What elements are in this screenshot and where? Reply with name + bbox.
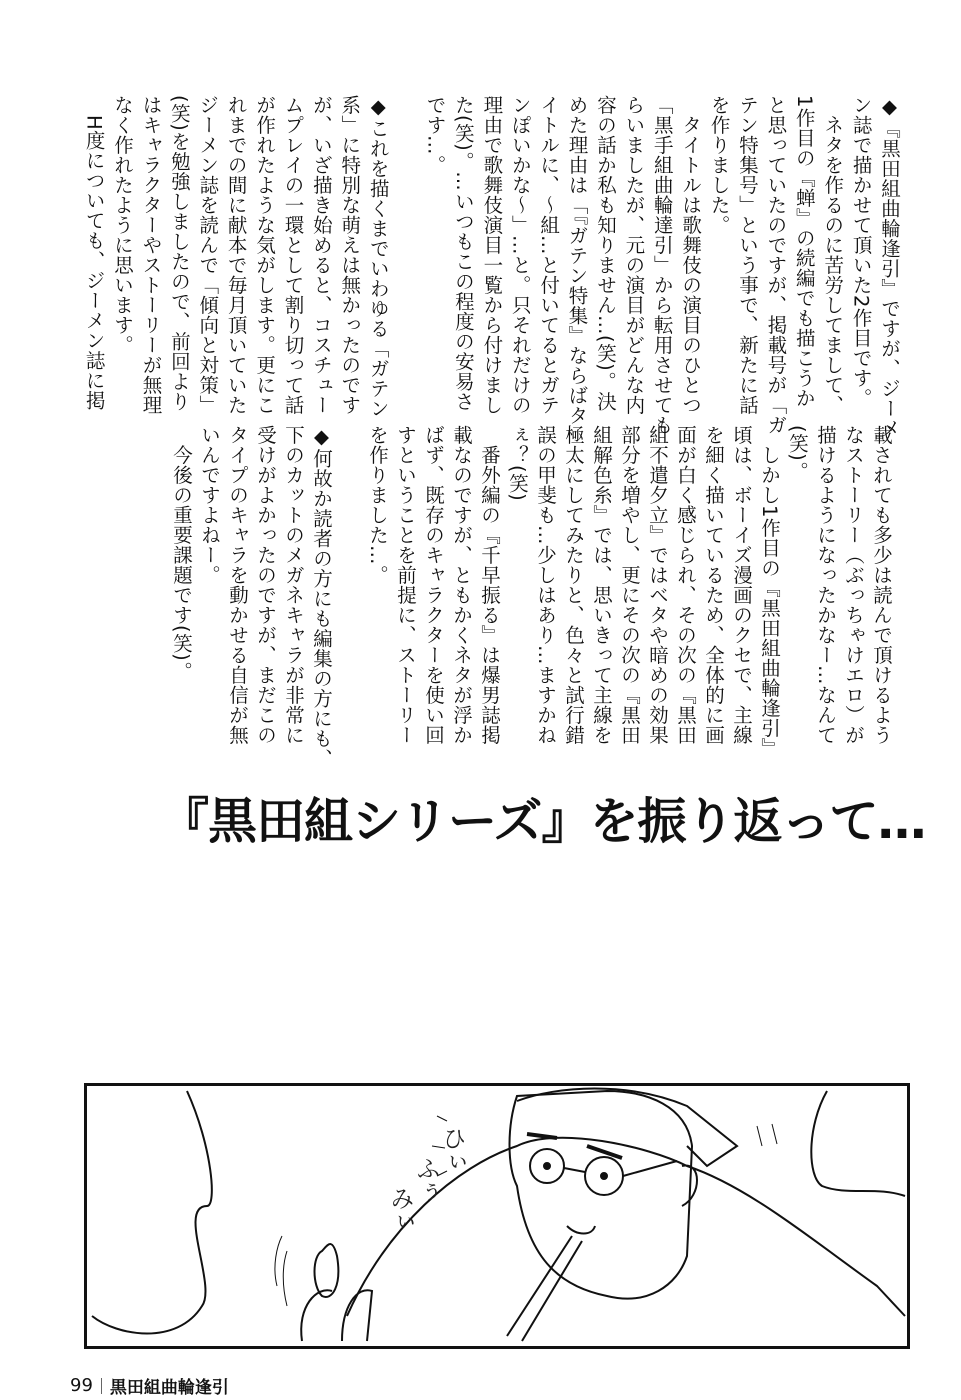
glasses-man-drawing bbox=[87, 1086, 907, 1346]
text-column: が作れたような気がします。更にこ bbox=[253, 95, 277, 415]
text-column: いんですよねー。 bbox=[198, 425, 221, 585]
text-column: を作りました。 bbox=[707, 95, 731, 235]
text-column: ばず、既存のキャラクターを使い回 bbox=[422, 425, 445, 745]
page-number: 99 bbox=[70, 1375, 93, 1396]
text-column: しかし1作目の『黒田組曲輪逢引』 bbox=[758, 425, 781, 758]
text-column: です…。 bbox=[423, 95, 447, 175]
text-column: (笑)を勉強しましたので、前回より bbox=[167, 95, 191, 412]
text-column: 載なのですが、ともかくネタが浮か bbox=[450, 425, 473, 745]
sfx-line: ひぃ bbox=[438, 1126, 466, 1174]
text-column: 載されても多少は読んで頂けるよう bbox=[870, 425, 893, 745]
text-column: はキャラクターやストーリーが無理 bbox=[139, 95, 163, 415]
text-column: 面が白く感じられ、その次の『黒田 bbox=[674, 425, 697, 745]
text-column: 組解色糸』では、思いきって主線を bbox=[590, 425, 613, 745]
text-column: 受けがよかったのですが、まだこの bbox=[254, 425, 277, 745]
manga-panel-illustration bbox=[84, 1083, 910, 1349]
page-footer bbox=[70, 1373, 229, 1398]
text-column: 頃は、ボーイズ漫画のクセで、主線 bbox=[730, 425, 753, 745]
essay-top-block bbox=[79, 95, 903, 439]
text-column: ンぽいかな～」…と。只それだけの bbox=[508, 95, 532, 415]
text-column: ぇ？(笑) bbox=[506, 425, 529, 502]
section-title: 『黒田組シリーズ』を振り返って… bbox=[160, 793, 926, 850]
text-column: 誤の甲斐も…少しはあり…ますかね bbox=[534, 425, 557, 745]
sound-effect-text bbox=[387, 1126, 465, 1266]
text-column: ◆『黒田組曲輪逢引』ですが、ジーメ bbox=[878, 95, 901, 439]
text-column: ◆何故か読者の方にも編集の方にも、 bbox=[310, 425, 333, 769]
text-column: ムプレイの一環として割り切って話 bbox=[281, 95, 305, 415]
text-column: なく作れたように思います。 bbox=[111, 95, 135, 355]
text-column: テン特集号」という事で、新たに話 bbox=[735, 95, 759, 415]
text-column: タイトルは歌舞伎の演目のひとつ bbox=[679, 95, 703, 415]
text-column: 今後の重要課題です(笑)。 bbox=[170, 425, 193, 682]
text-column: らいましたが、元の演目がどんな内 bbox=[622, 95, 646, 415]
text-column: を作りました…。 bbox=[366, 425, 389, 585]
text-column bbox=[335, 425, 363, 745]
text-column: めた理由は「『ガテン特集』ならばタ bbox=[565, 95, 589, 426]
text-column: イトルに、～組…と付いてるとガテ bbox=[537, 95, 561, 415]
text-column bbox=[392, 95, 420, 405]
sfx-line: みぃ bbox=[386, 1186, 414, 1234]
text-column: 「黒手組曲輪達引」から転用させても bbox=[650, 95, 674, 435]
text-column: 系」に特別な萌えは無かったのです bbox=[338, 95, 362, 415]
essay-middle-block bbox=[167, 425, 895, 769]
text-column: ネタを作るのに苦労してまして、 bbox=[821, 95, 845, 415]
text-column: 容の話か私も知りません…(笑)。決 bbox=[593, 95, 617, 412]
text-column: すということを前提に、ストーリー bbox=[394, 425, 417, 745]
text-column: ジーメン誌を読んで「傾向と対策」 bbox=[196, 95, 220, 415]
text-column: た(笑)。…いつもこの程度の安易さ bbox=[451, 95, 475, 412]
book-title: 黒田組曲輪逢引 bbox=[109, 1378, 229, 1398]
text-column: H度についても、ジーメン誌に掲 bbox=[82, 95, 106, 411]
text-column: と思っていたのですが、掲載号が「ガ bbox=[764, 95, 788, 435]
text-column: (笑)。 bbox=[786, 425, 809, 482]
footer-divider bbox=[101, 1378, 102, 1394]
text-column: 描けるようになったかなー…なんて bbox=[814, 425, 837, 745]
text-column: 1作目の『蝉』の続編でも描こうか bbox=[792, 95, 816, 408]
text-column: 理由で歌舞伎演目一覧から付けまし bbox=[480, 95, 504, 415]
text-column: なストーリー（ぶっちゃけエロ）が bbox=[842, 425, 865, 745]
text-column: ◆これを描くまでいわゆる「ガテン bbox=[366, 95, 390, 419]
text-column: ン誌で描かせて頂いた2作目です。 bbox=[849, 95, 873, 408]
text-column: 極太にしてみたりと、色々と試行錯 bbox=[562, 425, 585, 745]
text-column: 部分を増やし、更にその次の『黒田 bbox=[618, 425, 641, 745]
text-column: を細く描いているため、全体的に画 bbox=[702, 425, 725, 745]
text-column: 下のカットのメガネキャラが非常に bbox=[282, 425, 305, 745]
text-column: タイプのキャラを動かせる自信が無 bbox=[226, 425, 249, 745]
sfx-line: ふぅ bbox=[412, 1156, 440, 1204]
text-column: 番外編の『千早振る』は爆男誌掲 bbox=[478, 425, 501, 745]
text-column: 組不遣夕立』ではベタや暗めの効果 bbox=[646, 425, 669, 745]
text-column: れまでの間に献本で毎月頂いていた bbox=[224, 95, 248, 415]
text-column: が、いざ描き始めると、コスチュー bbox=[309, 95, 333, 415]
